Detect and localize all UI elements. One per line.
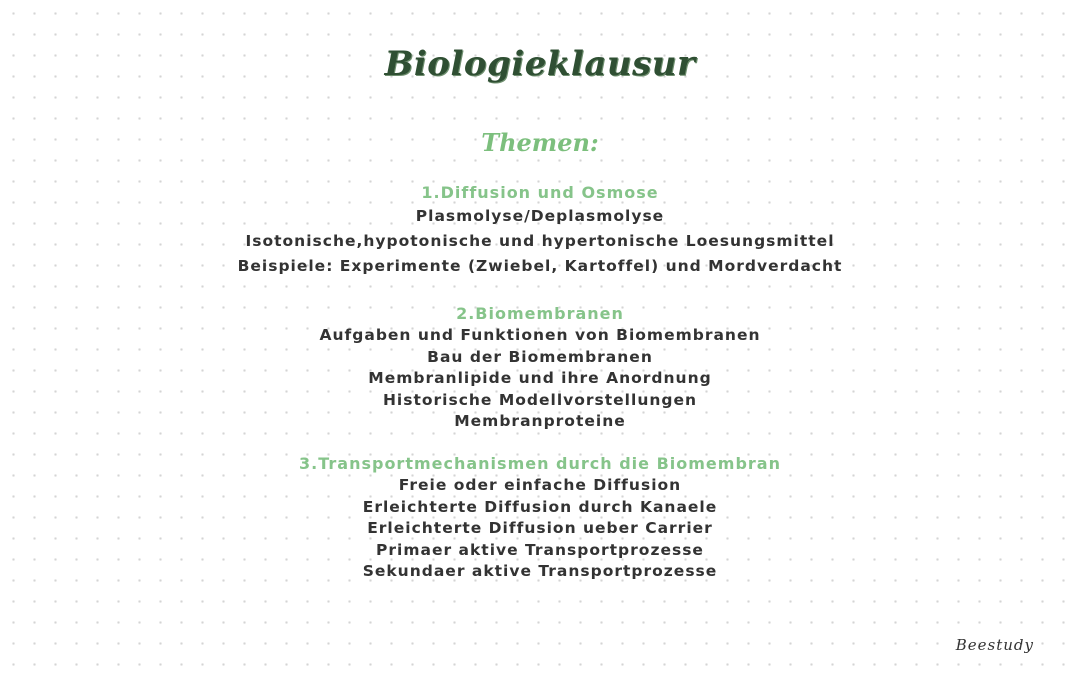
section-item: Membranlipide und ihre Anordnung: [368, 369, 712, 387]
section-item: Membranproteine: [454, 412, 626, 430]
section-item: Historische Modellvorstellungen: [382, 390, 698, 409]
section-item: Freie oder einfache Diffusion: [398, 476, 682, 494]
section-item: Erleichterte Diffusion ueber Carrier: [367, 519, 713, 537]
section-item: Erleichterte Diffusion durch Kanaele: [362, 497, 718, 516]
section-item: Beispiele: Experimente (Zwiebel, Kartoffel) und Mordverdacht: [237, 257, 843, 275]
section-diffusion-osmose: [0, 182, 1080, 279]
topics-heading: Themen:: [481, 128, 599, 157]
section-item: Isotonische,hypotonische und hypertonische Loesungsmittel: [245, 232, 835, 250]
section-item: Sekundaer aktive Transportprozesse: [362, 562, 718, 580]
section-item: Aufgaben und Funktionen von Biomembranen: [319, 326, 761, 344]
signature: Beestudy: [955, 636, 1034, 654]
section-item: Bau der Biomembranen: [427, 347, 653, 366]
section-transportmechanismen: [0, 453, 1080, 583]
section-heading: 1.Diffusion und Osmose: [421, 183, 659, 202]
section-item: Primaer aktive Transportprozesse: [376, 540, 704, 559]
page-title: Biologieklausur: [384, 44, 696, 84]
section-item: Plasmolyse/Deplasmolyse: [415, 207, 665, 225]
section-biomembranen: [0, 303, 1080, 433]
section-heading: 2.Biomembranen: [456, 304, 624, 323]
section-heading: 3.Transportmechanismen durch die Biomembran: [299, 454, 781, 473]
